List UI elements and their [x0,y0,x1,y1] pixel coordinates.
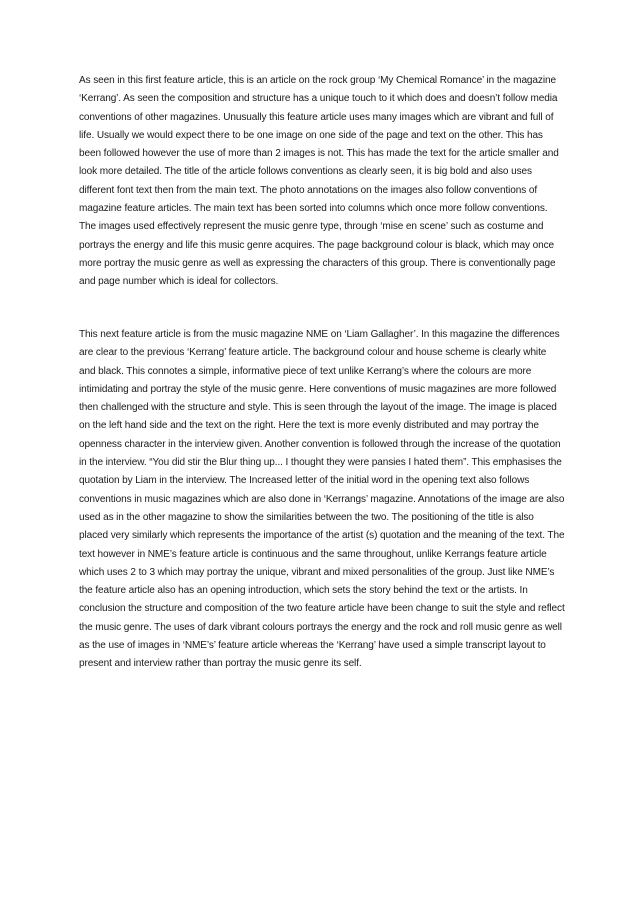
paragraph-nme-analysis: This next feature article is from the music magazine NME on ‘Liam Gallagher’. In this magazine the differences are clear to the previous ‘Kerrang’ feature article. The background colour and house scheme is clearly white and black. This connotes a simple, informative piece of text unlike Kerrang’s where the colours are more intimidating and portray the style of the music genre. Here conventions of music magazines are more followed then challenged with the structure and style. This is seen through the layout of the image. The image is placed on the left hand side and the text on the right. Here the text is more evenly distributed and may portray the openness character in the interview given. Another convention is followed through the increase of the quotation in the interview. “You did stir the Blur thing up... I thought they were pansies I hated them”. This emphasises the quotation by Liam in the interview. The Increased letter of the initial word in the opening text also follows conventions in music magazines which are also done in ‘Kerrangs’ magazine. Annotations of the image are also used as in the other magazine to show the similarities between the two. The positioning of the title is also placed very similarly which represents the importance of the artist (s) quotation and the meaning of the text. The text however in NME’s feature article is continuous and the same throughout, unlike Kerrangs feature article which uses 2 to 3 which may portray the unique, vibrant and mixed personalities of the group. Just like NME’s the feature article also has an opening introduction, which sets the story behind the text or the artists. In conclusion the structure and composition of the two feature article have been change to suit the style and reflect the music genre. The uses of dark vibrant colours portrays the energy and the rock and roll music genre as well as the use of images in ‘NME’s’ feature article whereas the ‘Kerrang’ have used a simple transcript layout to present and interview rather than portray the music genre its self. [79,329,565,670]
paragraph-kerrang-analysis: As seen in this first feature article, this is an article on the rock group ‘My Chemical Romance’ in the magazine ‘Kerrang’. As seen the composition and structure has a unique touch to it which does and doesn’t follow media conventions of other magazines. Unusually this feature article uses many images which are vibrant and full of life. Usually we would expect there to be one image on one side of the page and text on the other. This has been followed however the use of more than 2 images is not. This has made the text for the article smaller and look more detailed. The title of the article follows conventions as clearly seen, it is big bold and also uses different font text then from the main text. The photo annotations on the images also follow conventions of magazine feature articles. The main text has been sorted into columns which once more follow conventions. The images used effectively represent the music genre type, through ‘mise en scene’ such as costume and portrays the energy and life this music genre acquires. The page background colour is black, which may once more portray the music genre as well as expressing the characters of this group. There is conventionally page and page number which is ideal for collectors. [79,75,559,288]
